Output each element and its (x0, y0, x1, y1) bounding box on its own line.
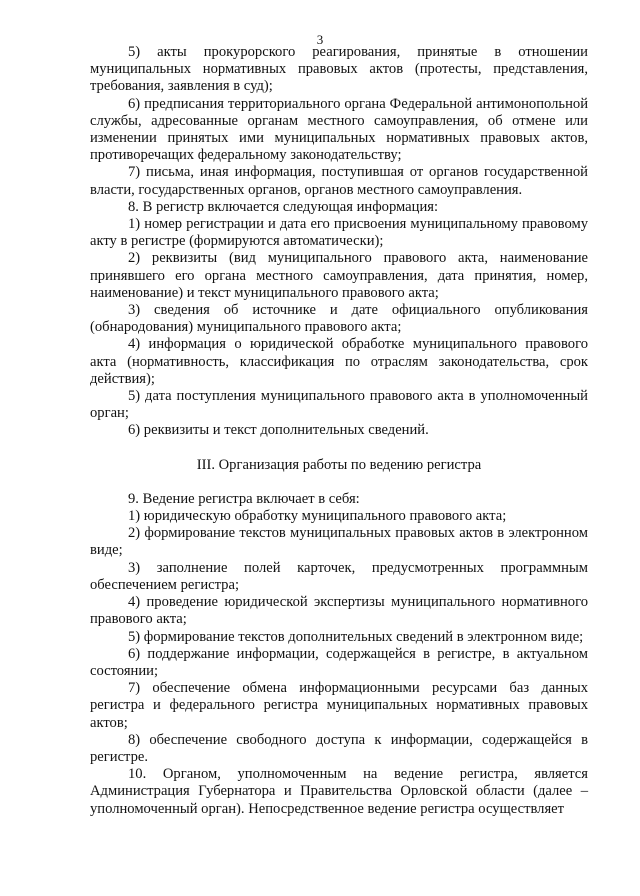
paragraph: 4) информация о юридической обработке муниципального правового акта (нормативность, классификация по отраслям законодательства, срок действия); (90, 336, 588, 387)
section-heading: III. Организация работы по ведению регистра (196, 456, 482, 473)
paragraph: 5) формирование текстов дополнительных сведений в электронном виде; (128, 628, 584, 645)
paragraph: 8. В регистр включается следующая информация: (128, 198, 439, 215)
paragraph: 6) реквизиты и текст дополнительных сведений. (128, 422, 429, 439)
paragraph: 5) дата поступления муниципального правового акта в уполномоченный орган; (90, 388, 588, 422)
paragraph: 7) обеспечение обмена информационными ресурсами баз данных регистра и федерального регистра муниципальных нормативных правовых актов; (90, 680, 588, 731)
paragraph: 3) заполнение полей карточек, предусмотренных программным обеспечением регистра; (90, 559, 588, 593)
page-number: 3 (316, 32, 324, 47)
paragraph: 9. Ведение регистра включает в себя: (128, 490, 360, 507)
paragraph: 1) юридическую обработку муниципального правового акта; (128, 508, 507, 525)
paragraph: 7) письма, иная информация, поступившая от органов государственной власти, государственных органов, органов местного самоуправления. (90, 164, 588, 198)
paragraph: 3) сведения об источнике и дате официального опубликования (обнародования) муниципального правового акта; (90, 302, 588, 336)
paragraph: 6) поддержание информации, содержащейся в регистре, в актуальном состоянии; (90, 645, 588, 679)
paragraph: 2) реквизиты (вид муниципального правового акта, наименование принявшего его органа местного самоуправления, дата принятия, номер, наименование) и текст муниципального правового акта; (90, 250, 588, 301)
paragraph: 8) обеспечение свободного доступа к информации, содержащейся в регистре. (90, 731, 588, 765)
paragraph: 1) номер регистрации и дата его присвоения муниципальному правовому акту в регистре (формируются автоматически); (90, 216, 588, 250)
paragraph: 5) акты прокурорского реагирования, принятые в отношении муниципальных нормативных правовых актов (протесты, представления, требования, заявления в суд); (90, 44, 588, 95)
paragraph: 6) предписания территориального органа Федеральной антимонопольной службы, адресованные органам местного самоуправления, об отмене или изменении принятых ими муниципальных нормативных правовых актов, противоречащих федеральному законодательству; (90, 95, 588, 164)
document-body (90, 44, 588, 818)
paragraph: 10. Органом, уполномоченным на ведение регистра, является Администрация Губернатора и Правительства Орловской области (далее – уполномоченный орган). Непосредственное ведение регистра осуществляет (90, 766, 588, 817)
paragraph: 4) проведение юридической экспертизы муниципального нормативного правового акта; (90, 594, 588, 628)
paragraph: 2) формирование текстов муниципальных правовых актов в электронном виде; (90, 525, 588, 559)
